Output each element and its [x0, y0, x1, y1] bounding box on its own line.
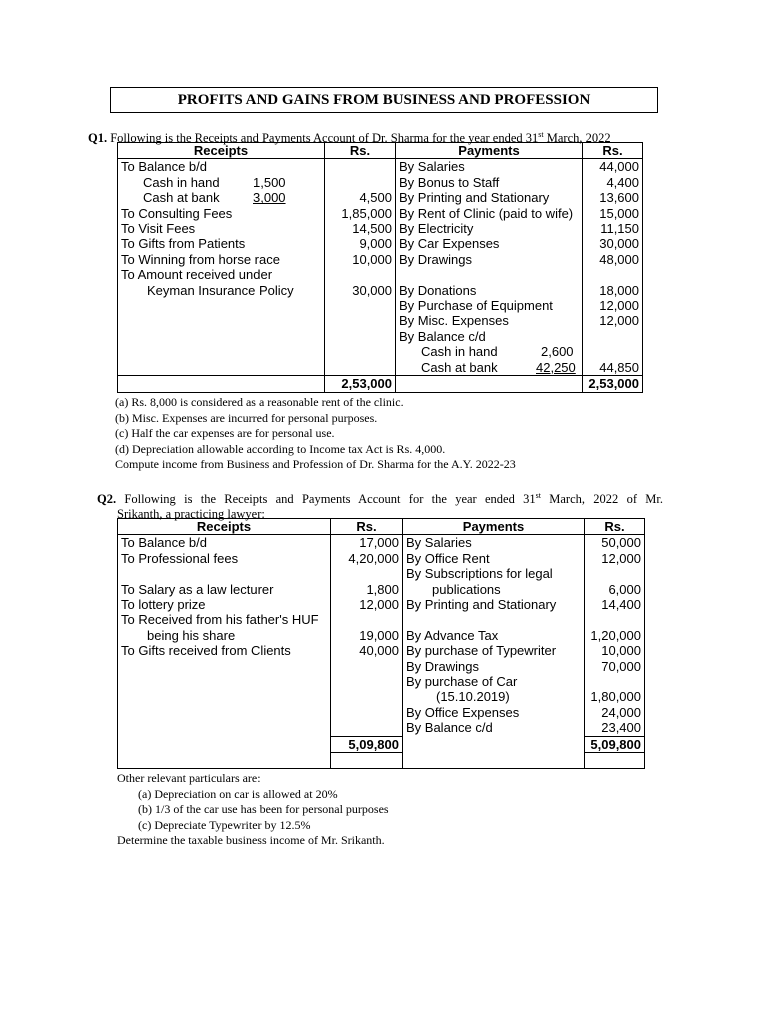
payment-item: By Advance Tax	[403, 628, 585, 643]
sub-label: being his share	[147, 627, 236, 643]
receipt-amount: 40,000	[331, 643, 403, 658]
payment-item: By Donations	[396, 283, 583, 298]
q1-instruction: Compute income from Business and Profession of Dr. Sharma for the A.Y. 2022-23	[115, 457, 516, 472]
table-row	[118, 689, 645, 704]
receipt-amount	[325, 313, 396, 328]
payment-amount: 13,600	[583, 190, 643, 205]
payment-item: By Salaries	[403, 535, 585, 551]
q1-notes	[115, 395, 516, 473]
receipt-item	[118, 329, 325, 344]
payment-item: By purchase of Typewriter	[403, 643, 585, 658]
payment-amount: 12,000	[583, 313, 643, 328]
receipt-amount: 9,000	[325, 236, 396, 251]
payment-item: By Office Expenses	[403, 705, 585, 720]
receipt-item: To Balance b/d	[118, 159, 325, 175]
receipt-item	[118, 283, 325, 298]
note-item: (a) Depreciation on car is allowed at 20%	[138, 786, 338, 801]
payment-amount: 6,000	[585, 582, 645, 597]
payment-amount	[585, 612, 645, 627]
table-row	[118, 705, 645, 720]
table-row	[118, 628, 645, 643]
payment-item: By Office Rent	[403, 551, 585, 566]
q2-intro-end: March, 2022 of Mr.	[540, 492, 664, 507]
q1-intro: Following is the Receipts and Payments Account of Dr. Sharma for the year ended 31	[110, 131, 539, 146]
receipt-item	[118, 674, 331, 689]
total-row	[118, 736, 645, 752]
receipt-amount	[325, 360, 396, 376]
receipt-amount	[331, 720, 403, 736]
sub-label: publications	[432, 581, 501, 597]
receipt-item	[118, 628, 331, 643]
table-row	[118, 344, 643, 359]
receipt-item: To Consulting Fees	[118, 206, 325, 221]
total-amount: 5,09,800	[331, 736, 403, 752]
q2-label: Q2.	[97, 492, 117, 507]
sub-label: Keyman Insurance Policy	[147, 282, 294, 298]
rs-header: Rs.	[325, 143, 396, 159]
payment-amount	[585, 753, 645, 769]
payment-amount	[585, 674, 645, 689]
receipt-amount: 12,000	[331, 597, 403, 612]
table-row	[118, 597, 645, 612]
payment-item	[403, 612, 585, 627]
sub-amount: 42,250	[536, 359, 576, 375]
note-item: (c) Depreciate Typewriter by 12.5%	[138, 817, 311, 832]
payment-amount: 12,000	[585, 551, 645, 566]
receipt-amount	[331, 566, 403, 581]
receipt-amount	[325, 344, 396, 359]
receipt-amount: 10,000	[325, 252, 396, 267]
receipt-item	[118, 689, 331, 704]
total-blank	[118, 376, 325, 392]
sub-amount: 2,600	[541, 344, 574, 360]
table-header-row	[118, 143, 643, 159]
table-row	[118, 313, 643, 328]
receipt-amount: 14,500	[325, 221, 396, 236]
receipt-amount	[325, 298, 396, 313]
payment-item: By Bonus to Staff	[396, 175, 583, 190]
payment-amount: 10,000	[585, 643, 645, 658]
total-blank	[396, 376, 583, 392]
payment-amount	[583, 267, 643, 282]
sub-label: Cash in hand	[143, 174, 220, 190]
sub-amount: 3,000	[253, 190, 286, 206]
sub-label: (15.10.2019)	[436, 689, 510, 705]
table-row	[118, 674, 645, 689]
payments-header: Payments	[396, 143, 583, 159]
q2-account-table	[117, 518, 645, 769]
total-blank	[403, 736, 585, 752]
receipt-item: To Gifts received from Clients	[118, 643, 331, 658]
table-row-blank	[118, 753, 645, 769]
receipt-item	[118, 566, 331, 581]
note-item: (b) 1/3 of the car use has been for personal purposes	[138, 802, 389, 817]
q1-label: Q1.	[88, 131, 108, 146]
rs-header: Rs.	[585, 519, 645, 535]
receipt-amount	[331, 753, 403, 769]
q1-account-table	[117, 142, 643, 393]
table-row	[118, 582, 645, 597]
payment-item	[403, 689, 585, 704]
payment-item: By Balance c/d	[396, 329, 583, 344]
receipt-amount: 4,500	[325, 190, 396, 205]
payment-amount	[583, 329, 643, 344]
payment-amount: 24,000	[585, 705, 645, 720]
q2-intro: Following is the Receipts and Payments Account for the year ended 31	[124, 492, 536, 507]
receipt-amount	[325, 175, 396, 190]
payment-item: By Salaries	[396, 159, 583, 175]
receipt-amount	[331, 612, 403, 627]
receipt-item	[118, 753, 331, 769]
table-row	[118, 720, 645, 736]
payment-amount: 44,000	[583, 159, 643, 175]
payment-item: By Subscriptions for legal	[403, 566, 585, 581]
total-amount: 2,53,000	[325, 376, 396, 392]
payment-amount: 15,000	[583, 206, 643, 221]
q2-intro-sup: st	[535, 491, 541, 500]
receipt-item	[118, 705, 331, 720]
receipt-amount: 1,800	[331, 582, 403, 597]
payment-item: By purchase of Car	[403, 674, 585, 689]
receipts-header: Receipts	[118, 143, 325, 159]
payments-header: Payments	[403, 519, 585, 535]
receipt-item: To Visit Fees	[118, 221, 325, 236]
receipt-item	[118, 344, 325, 359]
receipts-header: Receipts	[118, 519, 331, 535]
note-item: (c) Half the car expenses are for personal use.	[115, 426, 335, 441]
payment-item: By Rent of Clinic (paid to wife)	[396, 206, 583, 221]
sub-amount: 1,500	[253, 174, 286, 190]
payment-amount: 1,20,000	[585, 628, 645, 643]
receipt-amount	[331, 659, 403, 674]
payment-item: By Drawings	[396, 252, 583, 267]
receipt-item: To Received from his father's HUF	[118, 612, 331, 627]
payment-amount: 4,400	[583, 175, 643, 190]
table-row	[118, 267, 643, 282]
payment-amount: 1,80,000	[585, 689, 645, 704]
payment-item: By Drawings	[403, 659, 585, 674]
payment-amount: 12,000	[583, 298, 643, 313]
payment-item: By Purchase of Equipment	[396, 298, 583, 313]
receipt-amount	[331, 674, 403, 689]
sub-label: Cash at bank	[143, 190, 220, 206]
payment-amount: 11,150	[583, 221, 643, 236]
receipt-amount	[325, 329, 396, 344]
total-row	[118, 376, 643, 392]
q2-intro-line2: Srikanth, a practicing lawyer:	[117, 507, 265, 522]
payment-amount: 14,400	[585, 597, 645, 612]
receipt-item	[118, 720, 331, 736]
payment-amount: 70,000	[585, 659, 645, 674]
table-row	[118, 360, 643, 376]
table-row	[118, 252, 643, 267]
payment-amount: 23,400	[585, 720, 645, 736]
total-amount: 2,53,000	[583, 376, 643, 392]
table-row	[118, 551, 645, 566]
sub-label: Cash at bank	[421, 359, 498, 375]
table-row	[118, 175, 643, 190]
payment-item	[396, 360, 583, 376]
q2-notes	[117, 771, 389, 849]
receipt-item	[118, 298, 325, 313]
sub-label: Cash in hand	[421, 344, 498, 360]
note-item: (a) Rs. 8,000 is considered as a reasonable rent of the clinic.	[115, 395, 404, 409]
receipt-amount	[331, 705, 403, 720]
total-blank	[118, 736, 331, 752]
table-header-row	[118, 519, 645, 535]
total-amount: 5,09,800	[585, 736, 645, 752]
rs-header: Rs.	[331, 519, 403, 535]
table-row	[118, 221, 643, 236]
receipt-item: To Amount received under	[118, 267, 325, 282]
receipt-item: To Salary as a law lecturer	[118, 582, 331, 597]
table-row	[118, 190, 643, 205]
receipt-item	[118, 360, 325, 376]
payment-amount: 44,850	[583, 360, 643, 376]
receipt-item: To Winning from horse race	[118, 252, 325, 267]
payment-item: By Printing and Stationary	[403, 597, 585, 612]
receipt-item: To Balance b/d	[118, 535, 331, 551]
payment-amount: 50,000	[585, 535, 645, 551]
receipt-item	[118, 313, 325, 328]
table-row	[118, 206, 643, 221]
payment-item	[396, 344, 583, 359]
table-row	[118, 566, 645, 581]
table-row	[118, 283, 643, 298]
q1-intro-end: March, 2022	[543, 131, 611, 146]
receipt-amount: 30,000	[325, 283, 396, 298]
receipt-amount: 19,000	[331, 628, 403, 643]
note-item: (b) Misc. Expenses are incurred for personal purposes.	[115, 410, 378, 425]
receipt-item	[118, 190, 325, 205]
table-row	[118, 643, 645, 658]
receipt-item	[118, 175, 325, 190]
receipt-item	[118, 659, 331, 674]
q1-intro-sup: st	[538, 130, 544, 139]
payment-amount	[585, 566, 645, 581]
payment-amount: 30,000	[583, 236, 643, 251]
table-row	[118, 159, 643, 175]
table-row	[118, 535, 645, 551]
receipt-amount: 1,85,000	[325, 206, 396, 221]
payment-item: By Electricity	[396, 221, 583, 236]
payment-item: By Balance c/d	[403, 720, 585, 736]
receipt-amount	[325, 267, 396, 282]
table-row	[118, 659, 645, 674]
table-row	[118, 236, 643, 251]
q2-other-heading: Other relevant particulars are:	[117, 771, 261, 785]
payment-item: By Car Expenses	[396, 236, 583, 251]
receipt-item: To lottery prize	[118, 597, 331, 612]
table-row	[118, 298, 643, 313]
table-row	[118, 612, 645, 627]
payment-amount: 48,000	[583, 252, 643, 267]
payment-item	[403, 753, 585, 769]
receipt-amount	[331, 689, 403, 704]
note-item: (d) Depreciation allowable according to Income tax Act is Rs. 4,000.	[115, 441, 446, 456]
payment-amount	[583, 344, 643, 359]
payment-item: By Printing and Stationary	[396, 190, 583, 205]
rs-header: Rs.	[583, 143, 643, 159]
receipt-item: To Gifts from Patients	[118, 236, 325, 251]
payment-item	[403, 582, 585, 597]
q2-instruction: Determine the taxable business income of Mr. Srikanth.	[117, 833, 385, 848]
page-title: PROFITS AND GAINS FROM BUSINESS AND PROFESSION	[110, 87, 658, 113]
table-row	[118, 329, 643, 344]
payment-item	[396, 267, 583, 282]
receipt-item: To Professional fees	[118, 551, 331, 566]
receipt-amount	[325, 159, 396, 175]
receipt-amount: 4,20,000	[331, 551, 403, 566]
receipt-amount: 17,000	[331, 535, 403, 551]
payment-amount: 18,000	[583, 283, 643, 298]
payment-item: By Misc. Expenses	[396, 313, 583, 328]
